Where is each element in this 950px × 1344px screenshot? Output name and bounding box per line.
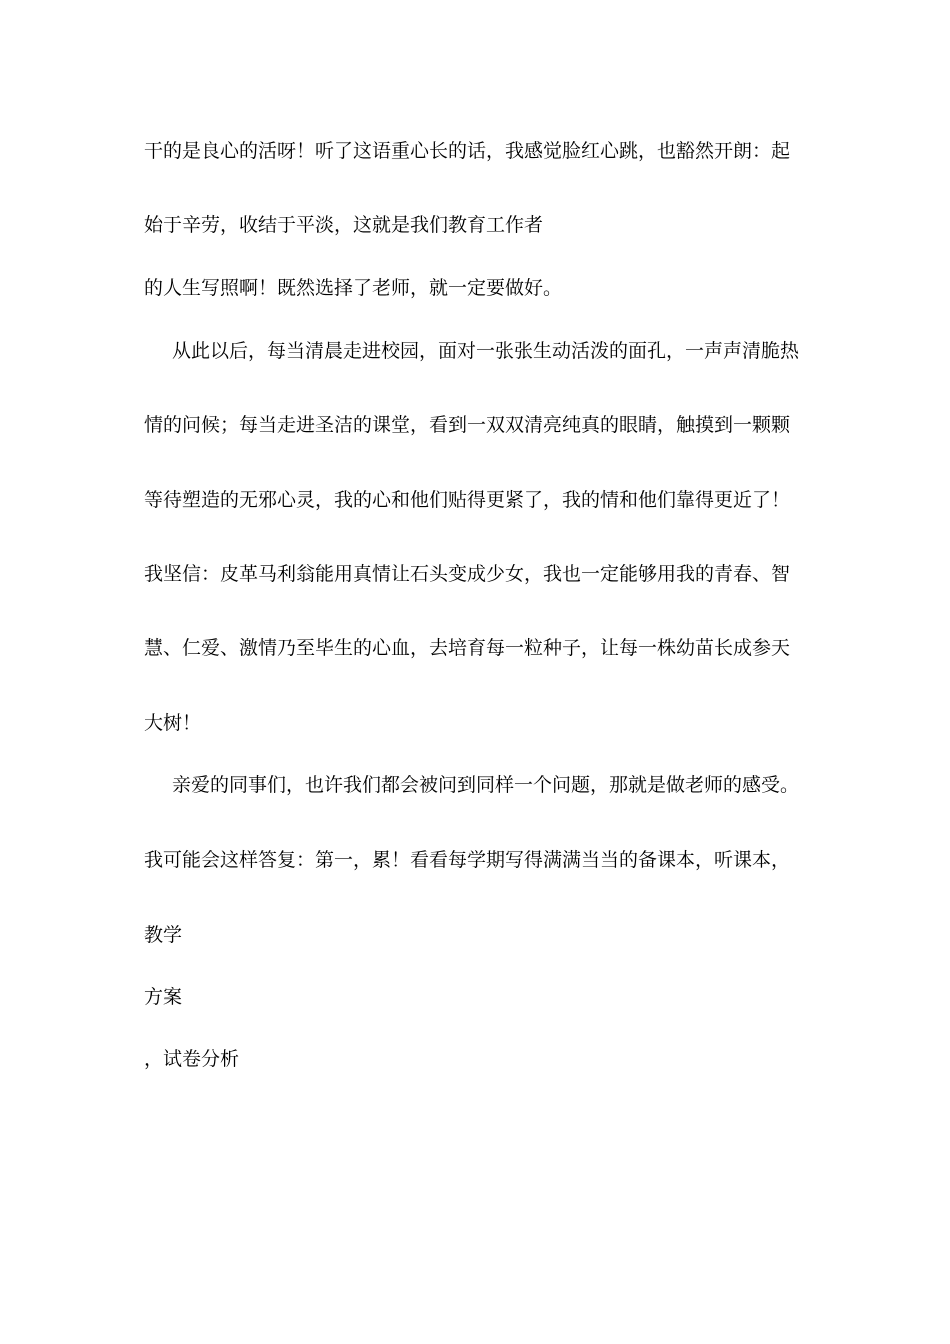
text-line: 等待塑造的无邪心灵，我的心和他们贴得更紧了，我的情和他们靠得更近了！: [144, 489, 791, 511]
text-line: 我可能会这样答复：第一，累！看看每学期写得满满当当的备课本，听课本，: [144, 849, 791, 871]
paragraph-start-line: 从此以后，每当清晨走进校园，面对一张张生动活泼的面孔，一声声清脆热: [172, 340, 800, 362]
text-line: 始于辛劳，收结于平淡，这就是我们教育工作者: [144, 214, 544, 236]
text-line: 我坚信：皮革马利翁能用真情让石头变成少女，我也一定能够用我的青春、智: [144, 563, 791, 585]
text-line: 干的是良心的活呀！听了这语重心长的话，我感觉脸红心跳，也豁然开朗：起: [144, 140, 791, 162]
paragraph-start-line: 亲爱的同事们，也许我们都会被问到同样一个问题，那就是做老师的感受。: [172, 774, 800, 796]
text-line: 情的问候；每当走进圣洁的课堂，看到一双双清亮纯真的眼睛，触摸到一颗颗: [144, 414, 791, 436]
text-line: 的人生写照啊！既然选择了老师，就一定要做好。: [144, 277, 563, 299]
text-line: 教学: [144, 924, 183, 946]
text-line: 大树！: [144, 712, 202, 734]
text-line: 慧、仁爱、激情乃至毕生的心血，去培育每一粒种子，让每一株幼苗长成参天: [144, 637, 791, 659]
text-line: 方案: [144, 986, 183, 1008]
text-line: ，试卷分析: [144, 1048, 240, 1070]
